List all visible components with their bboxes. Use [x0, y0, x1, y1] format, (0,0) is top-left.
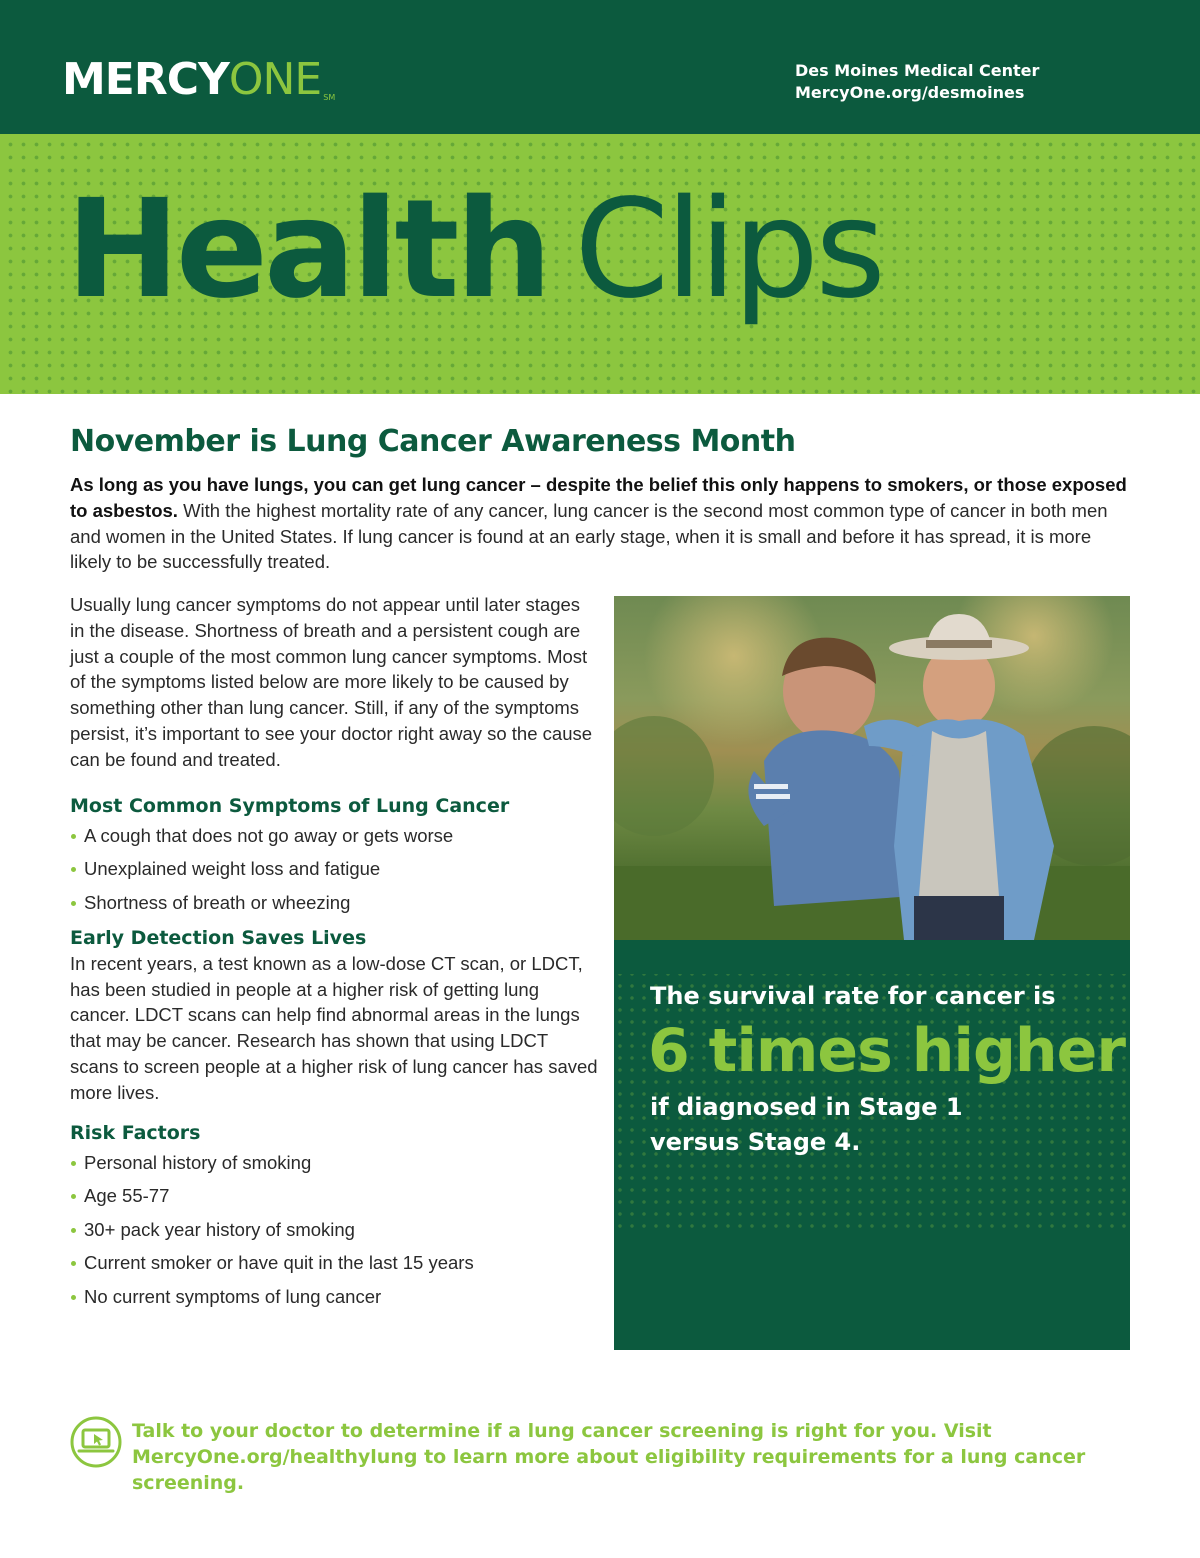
stat-line-2: [650, 1090, 963, 1160]
header-bar: [0, 0, 1200, 134]
cta-text: [132, 1418, 1182, 1496]
intro-paragraph: [70, 472, 1130, 575]
laptop-cursor-icon: [68, 1416, 124, 1468]
symptoms-heading: Most Common Symptoms of Lung Cancer: [70, 794, 510, 817]
list-item: Shortness of breath or wheezing: [70, 890, 598, 915]
intro-bold: As long as you have lungs, you can get lung cancer – despite the belief this only happens to smokers, or those exposed to asbestos.: [70, 474, 1127, 521]
banner-title: [66, 171, 882, 329]
symptoms-intro: Usually lung cancer symptoms do not appear until later stages in the disease. Shortness of breath and a persistent cough are just a couple of the most common lung cancer symptoms. Most of the symptoms listed below are more likely to be caused by something other than lung cancer. Still, if any of the symptoms persist, it’s important to see your doctor right away so the cause can be found and treated.: [70, 594, 593, 770]
intro-rest: With the highest mortality rate of any cancer, lung cancer is the second most common type of cancer in both men and women in the United States. If lung cancer is found at an early stage, when it is small and before it has spread, it is more likely to be successfully treated.: [70, 499, 1108, 573]
detection-heading: Early Detection Saves Lives: [70, 926, 367, 949]
location-name: Des Moines Medical Center: [795, 61, 1040, 80]
stat-line-2a: if diagnosed in Stage 1: [650, 1093, 963, 1121]
stat-line-1: The survival rate for cancer is: [650, 982, 1056, 1010]
survival-rate-callout: [614, 940, 1130, 1350]
left-column: [70, 592, 598, 1318]
photo-grandfather-grandson: [614, 596, 1130, 940]
stat-highlight: 6 times higher: [648, 1016, 1125, 1086]
detection-paragraph: In recent years, a test known as a low-dose CT scan, or LDCT, has been studied in people at a higher risk of getting lung cancer. LDCT scans can help find abnormal areas in the lungs that may be cancer. Research has shown that using LDCT scans to screen people at a higher risk of lung cancer has saved more lives.: [70, 952, 598, 1103]
header-contact: [795, 60, 1039, 104]
list-item: Unexplained weight loss and fatigue: [70, 856, 598, 881]
risk-heading: Risk Factors: [70, 1121, 201, 1144]
website-url[interactable]: MercyOne.org/desmoines: [795, 83, 1025, 102]
list-item: 30+ pack year history of smoking: [70, 1217, 598, 1242]
banner-title-bold: Health: [66, 171, 549, 329]
article-title: November is Lung Cancer Awareness Month: [70, 424, 796, 459]
health-clips-banner: [0, 134, 1200, 394]
logo-mercy: MERCY: [62, 54, 229, 105]
list-item: Personal history of smoking: [70, 1150, 598, 1175]
list-item: A cough that does not go away or gets worse: [70, 823, 598, 848]
cta-line-1: Talk to your doctor to determine if a lung cancer screening is right for you. Visit: [132, 1420, 992, 1442]
logo-one: ONE: [228, 54, 322, 105]
symptoms-list: [70, 823, 598, 915]
banner-title-light: Clips: [574, 171, 882, 329]
risk-list: [70, 1150, 598, 1309]
mercyone-logo: [62, 54, 336, 105]
logo-service-mark: SM: [323, 93, 336, 102]
list-item: No current symptoms of lung cancer: [70, 1284, 598, 1309]
list-item: Current smoker or have quit in the last 15 years: [70, 1250, 598, 1275]
stat-line-2b: versus Stage 4.: [650, 1128, 861, 1156]
cta-line-2[interactable]: MercyOne.org/healthylung to learn more about eligibility requirements for a lung cancer screening.: [132, 1446, 1086, 1494]
list-item: Age 55-77: [70, 1183, 598, 1208]
